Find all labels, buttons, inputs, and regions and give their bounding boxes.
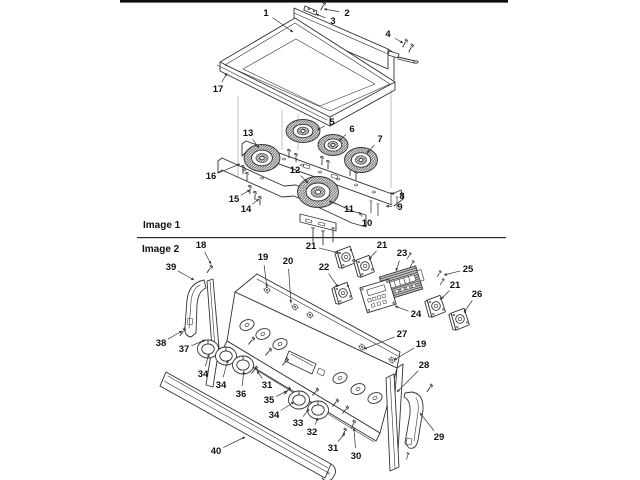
callout-part-39: 39 — [165, 262, 177, 274]
backsplash-clip — [304, 2, 326, 15]
callout-leader-39 — [178, 271, 194, 280]
callout-part-24: 24 — [410, 309, 422, 321]
callout-leader-17 — [222, 73, 227, 82]
callout-leader-40 — [223, 437, 245, 448]
callout-leader-38 — [168, 331, 182, 339]
callout-part-31: 31 — [327, 443, 339, 455]
callout-part-19: 19 — [415, 339, 427, 351]
callout-leader-30 — [354, 428, 355, 448]
callout-part-17: 17 — [212, 84, 224, 96]
callout-leader-4 — [395, 38, 403, 43]
callout-part-8: 8 — [399, 191, 405, 203]
callout-part-16: 16 — [205, 171, 217, 183]
callout-part-29: 29 — [433, 432, 445, 444]
callout-part-6: 6 — [349, 124, 355, 136]
callout-part-2: 2 — [344, 8, 350, 20]
part-5-burner-element — [286, 120, 320, 143]
callout-part-14: 14 — [240, 204, 252, 216]
callout-part-30: 30 — [350, 451, 362, 463]
callout-part-1: 1 — [263, 8, 269, 20]
callout-leader-26 — [464, 300, 472, 312]
callout-part-10: 10 — [361, 218, 373, 230]
callout-part-26: 26 — [471, 289, 483, 301]
callout-leader-24 — [395, 306, 409, 311]
callout-part-27: 27 — [396, 329, 408, 341]
callout-part-5: 5 — [329, 117, 335, 129]
callout-part-34: 34 — [197, 369, 209, 381]
callout-part-36: 36 — [235, 389, 247, 401]
callout-part-12: 12 — [289, 165, 301, 177]
callout-part-25: 25 — [462, 264, 474, 276]
callout-part-38: 38 — [155, 338, 167, 350]
maintop-surface — [217, 18, 395, 129]
part-7-burner-element — [345, 148, 378, 173]
part-6-burner-element — [318, 135, 348, 156]
callout-leader-21 — [441, 291, 449, 299]
callout-part-31: 31 — [261, 380, 273, 392]
callout-part-33: 33 — [292, 418, 304, 430]
section-label-image1: Image 1 — [143, 220, 181, 231]
callout-leader-25 — [444, 271, 460, 275]
callout-leader-23 — [396, 261, 399, 271]
latch-bracket-and-rod — [388, 39, 418, 63]
callout-leader-16 — [218, 164, 240, 173]
section-label-image2: Image 2 — [142, 244, 180, 255]
callout-leader-15 — [241, 190, 250, 195]
part-12-burner-element — [298, 177, 339, 208]
callout-leader-2 — [324, 9, 339, 12]
callout-part-20: 20 — [282, 256, 294, 268]
callout-part-3: 3 — [330, 16, 336, 28]
callout-part-23: 23 — [396, 248, 408, 260]
end-cap-trim-right — [404, 392, 423, 460]
callout-part-21: 21 — [376, 240, 388, 252]
top-rule-bar — [120, 0, 508, 3]
callout-part-40: 40 — [210, 446, 222, 458]
callout-part-7: 7 — [377, 134, 383, 146]
callout-leader-21 — [319, 248, 339, 253]
screw-icon — [206, 265, 213, 274]
callout-part-37: 37 — [178, 344, 190, 356]
callout-part-11: 11 — [343, 204, 355, 216]
callout-part-9: 9 — [397, 202, 403, 214]
part-13-burner-element — [244, 145, 280, 172]
callout-leader-18 — [205, 252, 211, 264]
callout-leader-21 — [369, 251, 377, 259]
callout-part-15: 15 — [228, 194, 240, 206]
section-divider-line — [137, 237, 506, 238]
callout-part-34: 34 — [268, 410, 280, 422]
callout-part-22: 22 — [318, 262, 330, 274]
end-cap-trim-left — [185, 280, 206, 337]
callout-part-34: 34 — [215, 380, 227, 392]
callout-part-13: 13 — [242, 128, 254, 140]
callout-part-21: 21 — [305, 241, 317, 253]
callout-part-21: 21 — [449, 280, 461, 292]
callout-leader-14 — [252, 199, 259, 204]
callout-part-19: 19 — [257, 252, 269, 264]
callout-part-4: 4 — [385, 29, 391, 41]
callout-part-32: 32 — [306, 427, 318, 439]
callout-leader-3 — [316, 14, 326, 18]
callout-leader-29 — [420, 413, 434, 431]
callout-part-35: 35 — [263, 395, 275, 407]
callout-leader-31 — [338, 433, 345, 442]
callout-part-18: 18 — [195, 240, 207, 252]
callout-leader-22 — [329, 274, 338, 287]
callout-part-28: 28 — [418, 360, 430, 372]
